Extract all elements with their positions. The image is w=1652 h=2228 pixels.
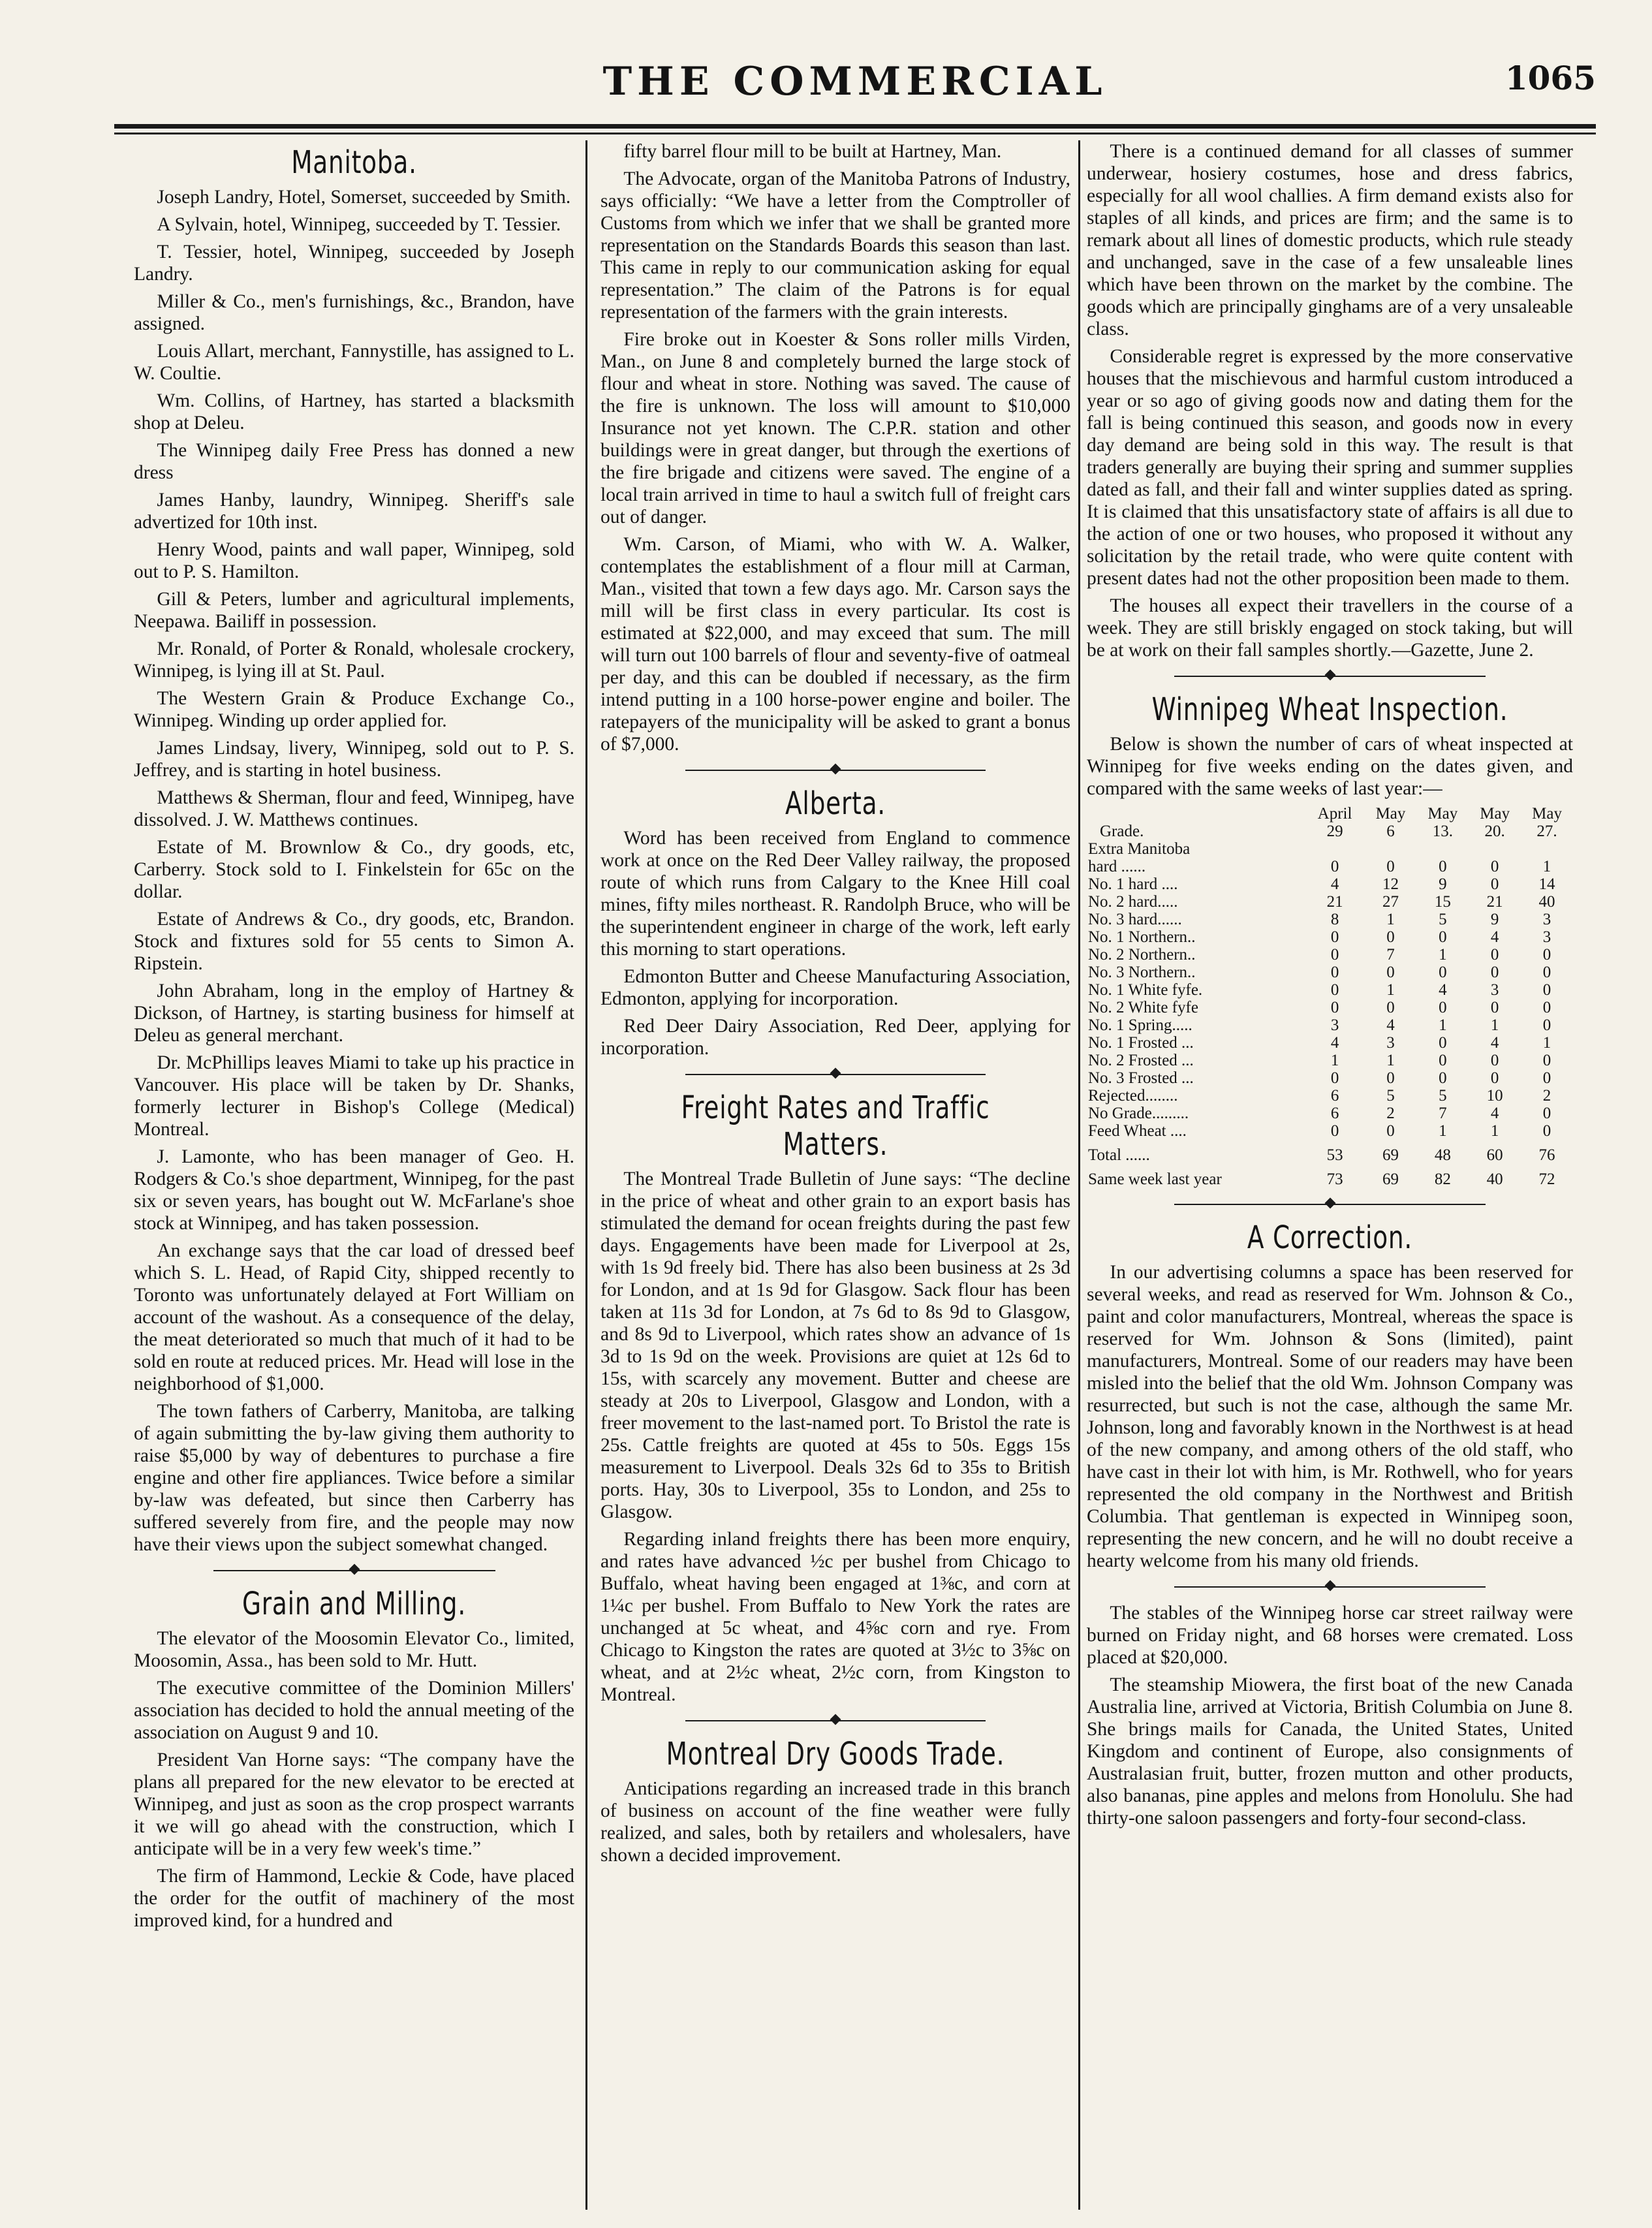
value-cell: 4 bbox=[1490, 1105, 1499, 1122]
paragraph: Word has been received from England to commence work at once on the Red Deer Valley railway, the proposed route of which runs from Calgary to the Knee Hill coal mines, fifty miles northeast. R. Randolph Bruce, who will be the superintendent engineer in charge of the work, left early this morning to start operations. bbox=[600, 828, 1070, 960]
section-divider bbox=[1087, 1195, 1573, 1214]
section-heading: A Correction. bbox=[1247, 1219, 1413, 1256]
value-cell: 0 bbox=[1542, 1122, 1551, 1140]
section-heading: Manitoba. bbox=[291, 144, 417, 181]
paragraph: Louis Allart, merchant, Fannystille, has assigned to L. W. Coultie. bbox=[134, 341, 574, 384]
value-cell: 1 bbox=[1542, 1034, 1551, 1052]
value-cell: 0 bbox=[1330, 999, 1339, 1016]
wheat-inspection-table bbox=[1087, 805, 1573, 1188]
value-cell: 1 bbox=[1490, 1016, 1499, 1034]
value-cell: 1 bbox=[1542, 858, 1551, 875]
paragraph: Henry Wood, paints and wall paper, Winnipeg, sold out to P. S. Hamilton. bbox=[134, 539, 574, 582]
value-cell: 27 bbox=[1382, 893, 1399, 911]
grade-cell: No. 1 Northern.. bbox=[1088, 928, 1196, 946]
value-cell: 0 bbox=[1330, 964, 1339, 981]
header-rule-thin bbox=[114, 133, 1596, 134]
grade-cell: hard ...... bbox=[1088, 858, 1146, 875]
paragraph: James Lindsay, livery, Winnipeg, sold out to P. S. Jeffrey, and is starting in hotel business. bbox=[134, 738, 574, 781]
value-cell: 82 bbox=[1434, 1170, 1451, 1188]
value-cell: 53 bbox=[1326, 1146, 1343, 1164]
value-cell bbox=[1416, 840, 1469, 858]
paragraph: John Abraham, long in the employ of Hartney & Dickson, of Hartney, is starting business for himself at Deleu as general merchant. bbox=[134, 981, 574, 1046]
grade-cell: No. 1 Spring..... bbox=[1088, 1016, 1192, 1034]
table-row bbox=[1087, 858, 1573, 875]
column-header bbox=[1416, 805, 1469, 840]
value-cell: 0 bbox=[1330, 928, 1339, 946]
table-row bbox=[1087, 1016, 1573, 1034]
value-cell: 6 bbox=[1330, 1087, 1339, 1105]
section-divider bbox=[600, 1711, 1070, 1731]
value-cell: 0 bbox=[1490, 946, 1499, 964]
value-cell: 0 bbox=[1386, 858, 1395, 875]
section-dry-goods bbox=[600, 1736, 1070, 1866]
value-cell: 1 bbox=[1490, 1122, 1499, 1140]
section-divider bbox=[600, 761, 1070, 780]
value-cell: 1 bbox=[1439, 946, 1447, 964]
value-cell: 0 bbox=[1330, 858, 1339, 875]
value-cell: 60 bbox=[1486, 1146, 1503, 1164]
grade-cell: No. 2 hard..... bbox=[1088, 893, 1178, 911]
masthead bbox=[114, 46, 1596, 118]
column-header-line: May bbox=[1532, 805, 1562, 823]
column-header-line: May bbox=[1480, 805, 1510, 823]
value-cell: 10 bbox=[1486, 1087, 1503, 1105]
paragraphs bbox=[1087, 1261, 1573, 1572]
paragraph: The town fathers of Carberry, Manitoba, are talking of again submitting the by-law giving them authority to raise $5,000 by way of debentures to purchase a fire engine and other fire appliances. Twice before a similar by-law was defeated, but since then Carberry has suffered severely from fire, and the people may now have their views upon the subject somewhat changed. bbox=[134, 1401, 574, 1555]
paragraph: James Hanby, laundry, Winnipeg. Sheriff's sale advertized for 10th inst. bbox=[134, 490, 574, 533]
header-rule bbox=[114, 124, 1596, 129]
paragraph: The Advocate, organ of the Manitoba Patrons of Industry, says officially: “We have a letter from the Comptroller of Customs from which we infer that we shall be granted more representation on the Standards Boards this season than last. This came in reply to our communication asking for equal representation.” The claim of the Patrons is for equal representation of the farmers with the grain interests. bbox=[600, 168, 1070, 322]
column-header-line: 27. bbox=[1536, 823, 1557, 840]
value-cell: 0 bbox=[1330, 946, 1339, 964]
paragraph: The Western Grain & Produce Exchange Co., Winnipeg. Winding up order applied for. bbox=[134, 688, 574, 731]
paragraph: A Sylvain, hotel, Winnipeg, succeeded by T. Tessier. bbox=[157, 214, 561, 235]
grade-cell: Total ...... bbox=[1088, 1146, 1150, 1164]
value-cell: 0 bbox=[1542, 1069, 1551, 1087]
value-cell: 40 bbox=[1538, 893, 1555, 911]
value-cell: 0 bbox=[1386, 999, 1395, 1016]
value-cell: 0 bbox=[1542, 1105, 1551, 1122]
column-2 bbox=[600, 140, 1070, 2197]
column-rule bbox=[1078, 140, 1080, 2210]
value-cell: 21 bbox=[1326, 893, 1343, 911]
value-cell: 3 bbox=[1330, 1016, 1339, 1034]
section-heading: Grain and Milling. bbox=[242, 1586, 467, 1622]
section-divider bbox=[1087, 1577, 1573, 1597]
section-manitoba bbox=[134, 144, 574, 1556]
column-3 bbox=[1087, 140, 1573, 2197]
value-cell: 73 bbox=[1326, 1170, 1343, 1188]
paragraph: Joseph Landry, Hotel, Somerset, succeeded by Smith. bbox=[157, 187, 571, 208]
value-cell: 0 bbox=[1439, 858, 1447, 875]
value-cell: 40 bbox=[1486, 1170, 1503, 1188]
paragraphs bbox=[1087, 1602, 1573, 1829]
value-cell: 0 bbox=[1490, 1069, 1499, 1087]
value-cell: 0 bbox=[1490, 858, 1499, 875]
grade-cell: Extra Manitoba bbox=[1088, 840, 1191, 858]
table-row bbox=[1087, 875, 1573, 893]
section-divider bbox=[134, 1561, 574, 1580]
section-grain-milling bbox=[134, 1586, 574, 1932]
column-header-line: 13. bbox=[1432, 823, 1453, 840]
value-cell: 0 bbox=[1490, 964, 1499, 981]
paragraphs bbox=[600, 140, 1070, 755]
paragraph: Regarding inland freights there has been more enquiry, and rates have advanced ½c per bushel from Chicago to Buffalo, wheat having been engaged at 1⅜c, and corn at 1¼c per bushel. From Buffalo to New York the rates are unchanged at 5c wheat, and 4⅝c corn and rye. From Chicago to Kingston the rates are quoted at 3½c to 3⅝c on wheat, and at 2½c wheat, 2½c corn, from Kingston to Montreal. bbox=[600, 1529, 1070, 1705]
value-cell: 9 bbox=[1490, 911, 1499, 928]
value-cell: 1 bbox=[1439, 1122, 1447, 1140]
table-total-row bbox=[1087, 1140, 1573, 1164]
value-cell: 0 bbox=[1542, 1052, 1551, 1069]
paragraph: The Montreal Trade Bulletin of June says: “The decline in the price of wheat and other grain to an export basis has stimulated the demand for ocean freights during the past few days. Engagements have been made for Liverpool at 2s, with 1s 9d freely bid. There has also been business at 2s 3d for London, and at 1s 9d for Glasgow. Sack flour has been taken at 11s 3d for London, at 7s 6d to 8s 9d to Glasgow, and 8s 9d to Liverpool, which rates show an advance of 1s 3d to 1s 9d on the week. Provisions are quiet at 12s 6d to 15s, with scarcely any movement. Butter and cheese are steady at 20s to Liverpool, Glasgow and London, with a freer movement to the last-named port. To Bristol the rate is 25s. Cattle freights are quoted at 45s to 50s. Eggs 15s measurement to Liverpool. Deals 32s 6d to 35s to British ports. Hay, 30s to Liverpool, 35s to London, and 25s to Glasgow. bbox=[600, 1169, 1070, 1522]
value-cell: 7 bbox=[1439, 1105, 1447, 1122]
value-cell bbox=[1521, 840, 1573, 858]
paragraphs bbox=[134, 1627, 574, 1932]
value-cell: 0 bbox=[1490, 1052, 1499, 1069]
grade-cell: No. 3 Frosted ... bbox=[1088, 1069, 1194, 1087]
grade-cell: No. 3 hard...... bbox=[1088, 911, 1182, 928]
section-freight bbox=[600, 1090, 1070, 1706]
value-cell: 0 bbox=[1542, 964, 1551, 981]
paragraph: In our advertising columns a space has been reserved for several weeks, and read as reserved for Wm. Johnson & Co., paint and color manufacturers, Montreal, whereas the space is reserved for Wm. Johnson & Sons (limited), paint manufacturers, Montreal. Some of our readers may have been misled into the belief that the old Wm. Johnson Company was resurrected, but such is not the case, although the same Mr. Johnson, long and favorably known in the Northwest is at head of the new company, and among others of the old staff, who have cast in their lot with him, is Mr. Rothwell, who for years represented the old company in the Northwest and British Columbia. That gentleman is expected in Winnipeg soon, representing the new concern, and he will no doubt receive a hearty welcome from his many old friends. bbox=[1087, 1262, 1573, 1571]
column-header-line: May bbox=[1427, 805, 1458, 823]
table-body bbox=[1087, 840, 1573, 1188]
column-header bbox=[1469, 805, 1521, 840]
grade-cell: Rejected........ bbox=[1088, 1087, 1178, 1105]
column-header-line: May bbox=[1375, 805, 1406, 823]
paragraph: Edmonton Butter and Cheese Manufacturing Association, Edmonton, applying for incorporation. bbox=[600, 966, 1070, 1009]
table-row bbox=[1087, 840, 1573, 858]
column-header bbox=[1087, 805, 1305, 840]
section-divider bbox=[1087, 667, 1573, 686]
grade-cell: Same week last year bbox=[1088, 1170, 1222, 1188]
table-row bbox=[1087, 1052, 1573, 1069]
value-cell: 4 bbox=[1439, 981, 1447, 999]
table-row bbox=[1087, 928, 1573, 946]
table-intro: Below is shown the number of cars of wheat inspected at Winnipeg for five weeks ending on the dates given, and compared with the same weeks of last year:— bbox=[1087, 734, 1573, 799]
table-row bbox=[1087, 893, 1573, 911]
section-divider bbox=[600, 1065, 1070, 1084]
table-row bbox=[1087, 999, 1573, 1016]
value-cell: 0 bbox=[1490, 999, 1499, 1016]
value-cell: 0 bbox=[1330, 981, 1339, 999]
value-cell: 4 bbox=[1330, 1034, 1339, 1052]
paragraph: Dr. McPhillips leaves Miami to take up his practice in Vancouver. His place will be taken by Dr. Shanks, formerly lecturer in Bishop's College (Medical) Montreal. bbox=[134, 1052, 574, 1140]
column-header bbox=[1365, 805, 1417, 840]
value-cell: 2 bbox=[1386, 1105, 1395, 1122]
value-cell: 0 bbox=[1542, 946, 1551, 964]
value-cell: 7 bbox=[1386, 946, 1395, 964]
paragraph: T. Tessier, hotel, Winnipeg, succeeded by Joseph Landry. bbox=[134, 242, 574, 285]
section-alberta bbox=[600, 785, 1070, 1059]
paragraphs bbox=[600, 1168, 1070, 1706]
section-correction bbox=[1087, 1219, 1573, 1572]
grade-cell: No. 1 hard .... bbox=[1088, 875, 1178, 893]
table-row bbox=[1087, 981, 1573, 999]
value-cell: 1 bbox=[1386, 1052, 1395, 1069]
value-cell: 0 bbox=[1542, 981, 1551, 999]
value-cell: 0 bbox=[1439, 999, 1447, 1016]
paragraph: Estate of Andrews & Co., dry goods, etc, Brandon. Stock and fixtures sold for 55 cents to Simon A. Ripstein. bbox=[134, 909, 574, 974]
value-cell: 5 bbox=[1439, 911, 1447, 928]
grade-cell: No. 1 Frosted ... bbox=[1088, 1034, 1194, 1052]
table-row bbox=[1087, 964, 1573, 981]
column-rule bbox=[585, 140, 587, 2210]
paragraph: The houses all expect their travellers in the course of a week. They are still briskly engaged on stock taking, but will be at work on their fall samples shortly.—Gazette, June 2. bbox=[1087, 595, 1573, 661]
paragraph: Mr. Ronald, of Porter & Ronald, wholesale crockery, Winnipeg, is lying ill at St. Paul. bbox=[134, 638, 574, 682]
paragraph: The steamship Miowera, the first boat of the new Canada Australia line, arrived at Victoria, British Columbia on June 8. She brings mails for Canada, the United States, United Kingdom and continent of Europe, also consignments of Australasian fruit, butter, frozen mutton and other products, also bananas, pine apples and melons from Honolulu. She had thirty-one saloon passengers and forty-four second-class. bbox=[1087, 1674, 1573, 1828]
paragraphs bbox=[600, 1778, 1070, 1866]
value-cell: 4 bbox=[1490, 1034, 1499, 1052]
grade-cell: No. 1 White fyfe. bbox=[1088, 981, 1203, 999]
paragraph: Red Deer Dairy Association, Red Deer, applying for incorporation. bbox=[600, 1016, 1070, 1059]
value-cell: 0 bbox=[1330, 1069, 1339, 1087]
value-cell: 1 bbox=[1386, 981, 1395, 999]
grade-cell: No Grade......... bbox=[1088, 1105, 1189, 1122]
paragraph: The stables of the Winnipeg horse car street railway were burned on Friday night, and 68 horses were cremated. Loss placed at $20,000. bbox=[1087, 1603, 1573, 1668]
value-cell: 3 bbox=[1386, 1034, 1395, 1052]
column-header-line: 20. bbox=[1484, 823, 1505, 840]
section-heading: Alberta. bbox=[785, 785, 886, 822]
table-row bbox=[1087, 946, 1573, 964]
value-cell: 21 bbox=[1486, 893, 1503, 911]
value-cell: 69 bbox=[1382, 1170, 1399, 1188]
grade-cell: No. 2 White fyfe bbox=[1088, 999, 1198, 1016]
value-cell: 4 bbox=[1330, 875, 1339, 893]
table-row bbox=[1087, 1087, 1573, 1105]
table-header-row bbox=[1087, 805, 1573, 840]
value-cell: 0 bbox=[1330, 1122, 1339, 1140]
value-cell bbox=[1469, 840, 1521, 858]
paragraph: The firm of Hammond, Leckie & Code, have placed the order for the outfit of machinery of the most improved kind, for a hundred and bbox=[134, 1866, 574, 1931]
grade-cell: Feed Wheat .... bbox=[1088, 1122, 1187, 1140]
value-cell: 5 bbox=[1439, 1087, 1447, 1105]
value-cell: 0 bbox=[1439, 1069, 1447, 1087]
value-cell: 0 bbox=[1386, 928, 1395, 946]
paragraph: Anticipations regarding an increased trade in this branch of business on account of the fine weather were fully realized, and sales, both by retailers and wholesalers, have shown a decided improvement. bbox=[600, 1778, 1070, 1866]
paragraph: An exchange says that the car load of dressed beef which S. L. Head, of Rapid City, shipped recently to Toronto was unfortunately delayed at Fort William on account of the washout. As a consequence of the delay, the meat deteriorated so much that much of it had to be sold en route at reduced prices. Mr. Head will lose in the neighborhood of $1,000. bbox=[134, 1240, 574, 1394]
value-cell: 1 bbox=[1386, 911, 1395, 928]
grade-cell: No. 2 Frosted ... bbox=[1088, 1052, 1194, 1069]
value-cell bbox=[1305, 840, 1365, 858]
page-number: 1065 bbox=[1504, 59, 1596, 97]
column-header-line: 29 bbox=[1326, 823, 1343, 840]
value-cell: 4 bbox=[1386, 1016, 1395, 1034]
value-cell: 0 bbox=[1439, 964, 1447, 981]
paragraphs bbox=[134, 186, 574, 1556]
column-header bbox=[1305, 805, 1365, 840]
column-1 bbox=[134, 140, 574, 2197]
value-cell: 1 bbox=[1330, 1052, 1339, 1069]
paragraph: The Winnipeg daily Free Press has donned a new dress bbox=[134, 440, 574, 483]
column-header-line: Grade. bbox=[1100, 823, 1144, 840]
grade-cell: No. 2 Northern.. bbox=[1088, 946, 1196, 964]
paragraph: Considerable regret is expressed by the more conservative houses that the mischievous and harmful custom introduced a year or so ago of giving goods now and dating them for the fall is being continued this season, and goods now in every day demand are being sold in this way. The result is that traders generally are buying their spring and summer supplies dated as fall, and their fall and winter supplies dated as spring. It is claimed that this unsatisfactory state of affairs is all due to the action of one or two houses, who proposed it without any solicitation by the retail trade, who were quite content with present dates had not the other proposition been made to them. bbox=[1087, 346, 1573, 589]
newspaper-title: THE COMMERCIAL bbox=[602, 59, 1108, 104]
paragraphs bbox=[600, 827, 1070, 1059]
value-cell: 0 bbox=[1439, 1052, 1447, 1069]
paragraph: Estate of M. Brownlow & Co., dry goods, etc, Carberry. Stock sold to I. Finkelstein for 65c on the dollar. bbox=[134, 837, 574, 902]
paragraphs bbox=[1087, 140, 1573, 661]
section-wheat-inspection bbox=[1087, 691, 1573, 1188]
column-header-line: 6 bbox=[1386, 823, 1395, 840]
paragraph: Fire broke out in Koester & Sons roller mills Virden, Man., on June 8 and completely burned the large stock of flour and wheat in store. Nothing was saved. The cause of the fire is unknown. The loss will amount to $10,000 Insurance not yet known. The C.P.R. station and other buildings were in great danger, but through the exertions of the fire brigade and citizens were saved. The engine of a local train arrived in time to haul a switch full of freight cars out of danger. bbox=[600, 329, 1070, 527]
paragraph: The elevator of the Moosomin Elevator Co., limited, Moosomin, Assa., has been sold to Mr. Hutt. bbox=[134, 1628, 574, 1671]
table-row bbox=[1087, 1034, 1573, 1052]
paragraph: Wm. Carson, of Miami, who with W. A. Walker, contemplates the establishment of a flour mill at Carman, Man., visited that town a few days ago. Mr. Carson says the mill will be first class in every particular. Its cost is estimated at $22,000, and may exceed that sum. The mill will turn out 100 barrels of flour and seventy-five of oatmeal per day, and this can be doubled if necessary, as the firm intend putting in a 100 horse-power engine and boiler. The ratepayers of the municipality will be asked to grant a bonus of $7,000. bbox=[600, 534, 1070, 755]
value-cell: 0 bbox=[1386, 1069, 1395, 1087]
value-cell: 76 bbox=[1538, 1146, 1555, 1164]
paragraph: Wm. Collins, of Hartney, has started a blacksmith shop at Deleu. bbox=[134, 390, 574, 433]
value-cell: 3 bbox=[1542, 911, 1551, 928]
table-row bbox=[1087, 1105, 1573, 1122]
paragraph: President Van Horne says: “The company have the plans all prepared for the new elevator to be erected at Winnipeg, and just as soon as the crop prospect warrants it we will go ahead with the construction, which I anticipate will be in a very few week's time.” bbox=[134, 1749, 574, 1859]
paragraph: Miller & Co., men's furnishings, &c., Brandon, have assigned. bbox=[134, 291, 574, 334]
value-cell: 9 bbox=[1439, 875, 1447, 893]
value-cell: 0 bbox=[1386, 1122, 1395, 1140]
value-cell: 14 bbox=[1538, 875, 1555, 893]
value-cell: 15 bbox=[1434, 893, 1451, 911]
paragraph: There is a continued demand for all classes of summer underwear, hosiery costumes, hose and dress fabrics, especially for all wool challies. A firm demand exists also for staples of all kinds, and prices are firm; and the same is to remark about all lines of domestic products, which rule steady and unchanged, save in the case of a few unsaleable lines which have been thrown on the market by the combine. The goods which are principally ginghams are of a very unsaleable class. bbox=[1087, 141, 1573, 339]
value-cell: 4 bbox=[1490, 928, 1499, 946]
paragraph: J. Lamonte, who has been manager of Geo. H. Rodgers & Co.'s shoe department, Winnipeg, for the past six or seven years, has bought out W. McFarlane's shoe stock at Winnipeg, and has taken possession. bbox=[134, 1146, 574, 1234]
value-cell: 0 bbox=[1490, 875, 1499, 893]
paragraph: Matthews & Sherman, flour and feed, Winnipeg, have dissolved. J. W. Matthews continues. bbox=[134, 787, 574, 830]
paragraph: The executive committee of the Dominion Millers' association has decided to hold the annual meeting of the association on August 9 and 10. bbox=[134, 1678, 574, 1743]
section-heading: Freight Rates and Traffic Matters. bbox=[681, 1090, 990, 1163]
value-cell: 0 bbox=[1439, 1034, 1447, 1052]
grade-cell: No. 3 Northern.. bbox=[1088, 964, 1196, 981]
table-total-row bbox=[1087, 1164, 1573, 1188]
value-cell: 0 bbox=[1542, 999, 1551, 1016]
value-cell: 69 bbox=[1382, 1146, 1399, 1164]
value-cell bbox=[1365, 840, 1417, 858]
value-cell: 6 bbox=[1330, 1105, 1339, 1122]
value-cell: 72 bbox=[1538, 1170, 1555, 1188]
value-cell: 8 bbox=[1330, 911, 1339, 928]
paragraph: fifty barrel flour mill to be built at Hartney, Man. bbox=[623, 141, 1002, 162]
paragraph: Gill & Peters, lumber and agricultural implements, Neepawa. Bailiff in possession. bbox=[134, 589, 574, 632]
table-row bbox=[1087, 911, 1573, 928]
value-cell: 0 bbox=[1439, 928, 1447, 946]
section-heading: Winnipeg Wheat Inspection. bbox=[1151, 691, 1508, 728]
table-row bbox=[1087, 1069, 1573, 1087]
value-cell: 12 bbox=[1382, 875, 1399, 893]
value-cell: 1 bbox=[1439, 1016, 1447, 1034]
value-cell: 3 bbox=[1490, 981, 1499, 999]
column-header bbox=[1521, 805, 1573, 840]
section-heading: Montreal Dry Goods Trade. bbox=[666, 1736, 1005, 1772]
value-cell: 5 bbox=[1386, 1087, 1395, 1105]
value-cell: 0 bbox=[1542, 1016, 1551, 1034]
table-row bbox=[1087, 1122, 1573, 1140]
value-cell: 48 bbox=[1434, 1146, 1451, 1164]
column-header-line: April bbox=[1317, 805, 1352, 823]
value-cell: 2 bbox=[1542, 1087, 1551, 1105]
value-cell: 0 bbox=[1386, 964, 1395, 981]
value-cell: 3 bbox=[1542, 928, 1551, 946]
